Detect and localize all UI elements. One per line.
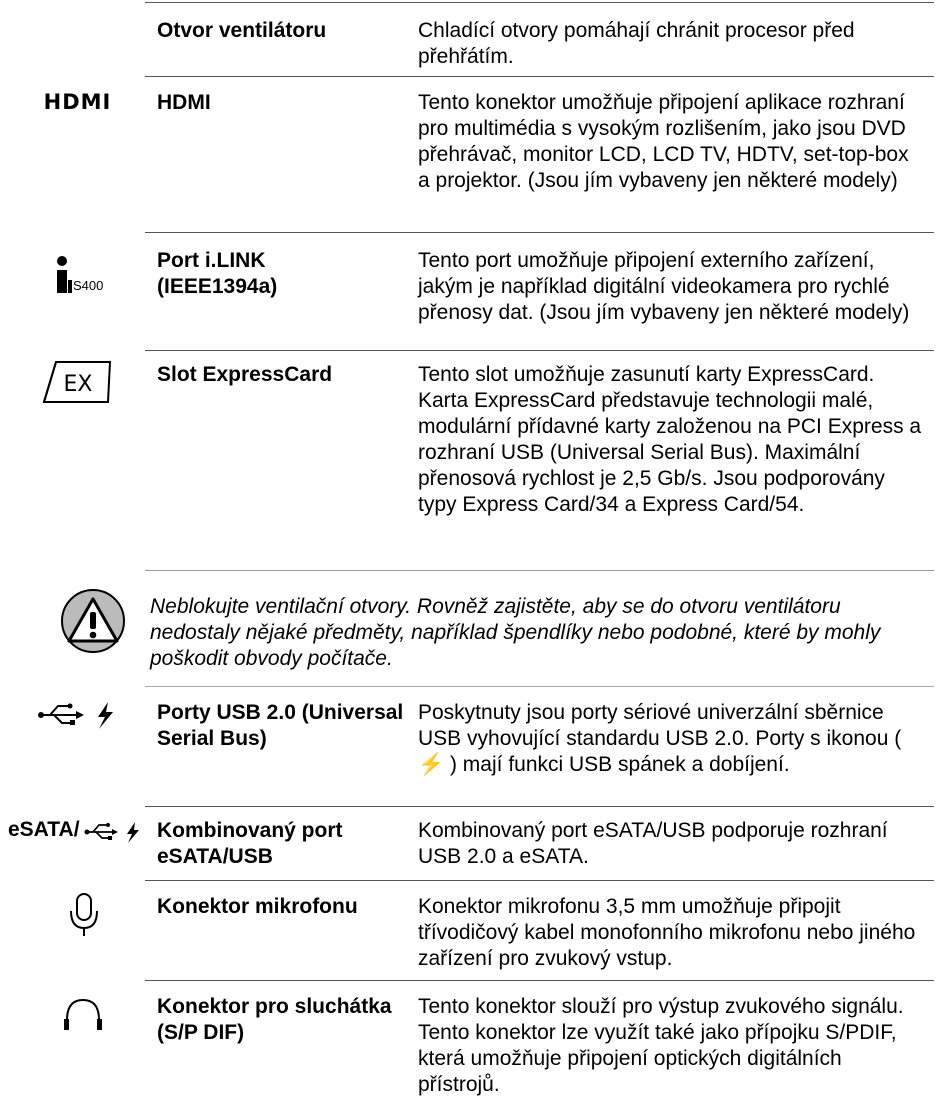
- divider: [145, 806, 934, 807]
- divider: [145, 686, 934, 687]
- ilink-speed-label: S400: [73, 278, 104, 293]
- term-headphones: Konektor pro sluchátka (S/P DIF): [157, 995, 392, 1044]
- esata-usb-icon: [8, 818, 148, 848]
- svg-text:EX: EX: [63, 372, 93, 397]
- divider: [145, 980, 934, 981]
- warning-glyph: [59, 587, 127, 655]
- warning-icon: [58, 587, 128, 657]
- desc-headphones: Tento konektor slouží pro výstup zvukového signálu. Tento konektor lze využít také jako přípojku S/PDIF, která umožňuje připojení optických digitálních přístrojů.: [418, 995, 904, 1096]
- warning-text: Neblokujte ventilační otvory. Rovněž zajistěte, aby se do otvoru ventilátoru nedostaly nějaké předměty, například špendlíky nebo podobné, které by mohly poškodit obvody počítače.: [150, 595, 881, 670]
- divider: [145, 76, 934, 77]
- usb-sleep-charge-icon: [36, 698, 126, 732]
- term-ilink: Port i.LINK (IEEE1394a): [157, 249, 278, 298]
- esata-usb-glyph: [83, 820, 153, 844]
- ilink-icon: [40, 248, 130, 298]
- desc-expresscard: Tento slot umožňuje zasunutí karty ExpressCard. Karta ExpressCard představuje technologii malé, modulární přídavné karty založenou na PCI Express a rozhraní USB (Universal Serial Bus). Maximální přenosová rychlost je 2,5 Gb/s. Jsou podporovány typy Express Card/34 a Express Card/54.: [418, 363, 922, 516]
- expresscard-icon: [42, 358, 122, 406]
- divider: [145, 350, 934, 351]
- term-hdmi: HDMI: [157, 91, 211, 114]
- expresscard-glyph: [42, 358, 122, 406]
- divider: [145, 880, 934, 881]
- term-usb: Porty USB 2.0 (Universal Serial Bus): [157, 701, 404, 750]
- headphones-icon: [58, 992, 108, 1036]
- headphones-glyph: [58, 992, 108, 1036]
- desc-microphone: Konektor mikrofonu 3,5 mm umožňuje připojit třívodičový kabel monofonního mikrofonu nebo jiného zařízení pro zvukový vstup.: [418, 895, 916, 970]
- desc-fan-vent: Chladící otvory pomáhají chránit procesor před přehřátím.: [418, 19, 855, 68]
- desc-usb: Poskytnuty jsou porty sériové univerzální sběrnice USB vyhovující standardu USB 2.0. Porty s ikonou ( ⚡ ) mají funkci USB spánek a dobíjení.: [418, 701, 902, 776]
- term-expresscard: Slot ExpressCard: [157, 363, 333, 386]
- desc-esata-usb: Kombinovaný port eSATA/USB podporuje rozhraní USB 2.0 a eSATA.: [418, 819, 888, 868]
- divider: [145, 570, 934, 571]
- usb-glyph: [36, 698, 126, 732]
- term-microphone: Konektor mikrofonu: [157, 895, 358, 918]
- divider: [145, 232, 934, 233]
- divider: [145, 2, 934, 3]
- term-esata-usb: Kombinovaný port eSATA/USB: [157, 819, 343, 868]
- hdmi-icon: [30, 90, 125, 114]
- desc-hdmi: Tento konektor umožňuje připojení aplikace rozhraní pro multimédia s vysokým rozlišením, jako jsou DVD přehrávač, monitor LCD, LCD TV, HDTV, set-top-box a projektor. (Jsou jím vybaveny jen některé modely): [418, 91, 909, 192]
- esata-label: eSATA/: [8, 818, 80, 841]
- hdmi-logo-text: HDMI: [43, 90, 112, 114]
- microphone-icon: [64, 892, 104, 938]
- desc-ilink: Tento port umožňuje připojení externího zařízení, jakým je například digitální videokamera pro rychlé přenosy dat. (Jsou jím vybaveny jen některé modely): [418, 249, 910, 324]
- term-fan-vent: Otvor ventilátoru: [157, 19, 327, 42]
- microphone-glyph: [64, 892, 104, 938]
